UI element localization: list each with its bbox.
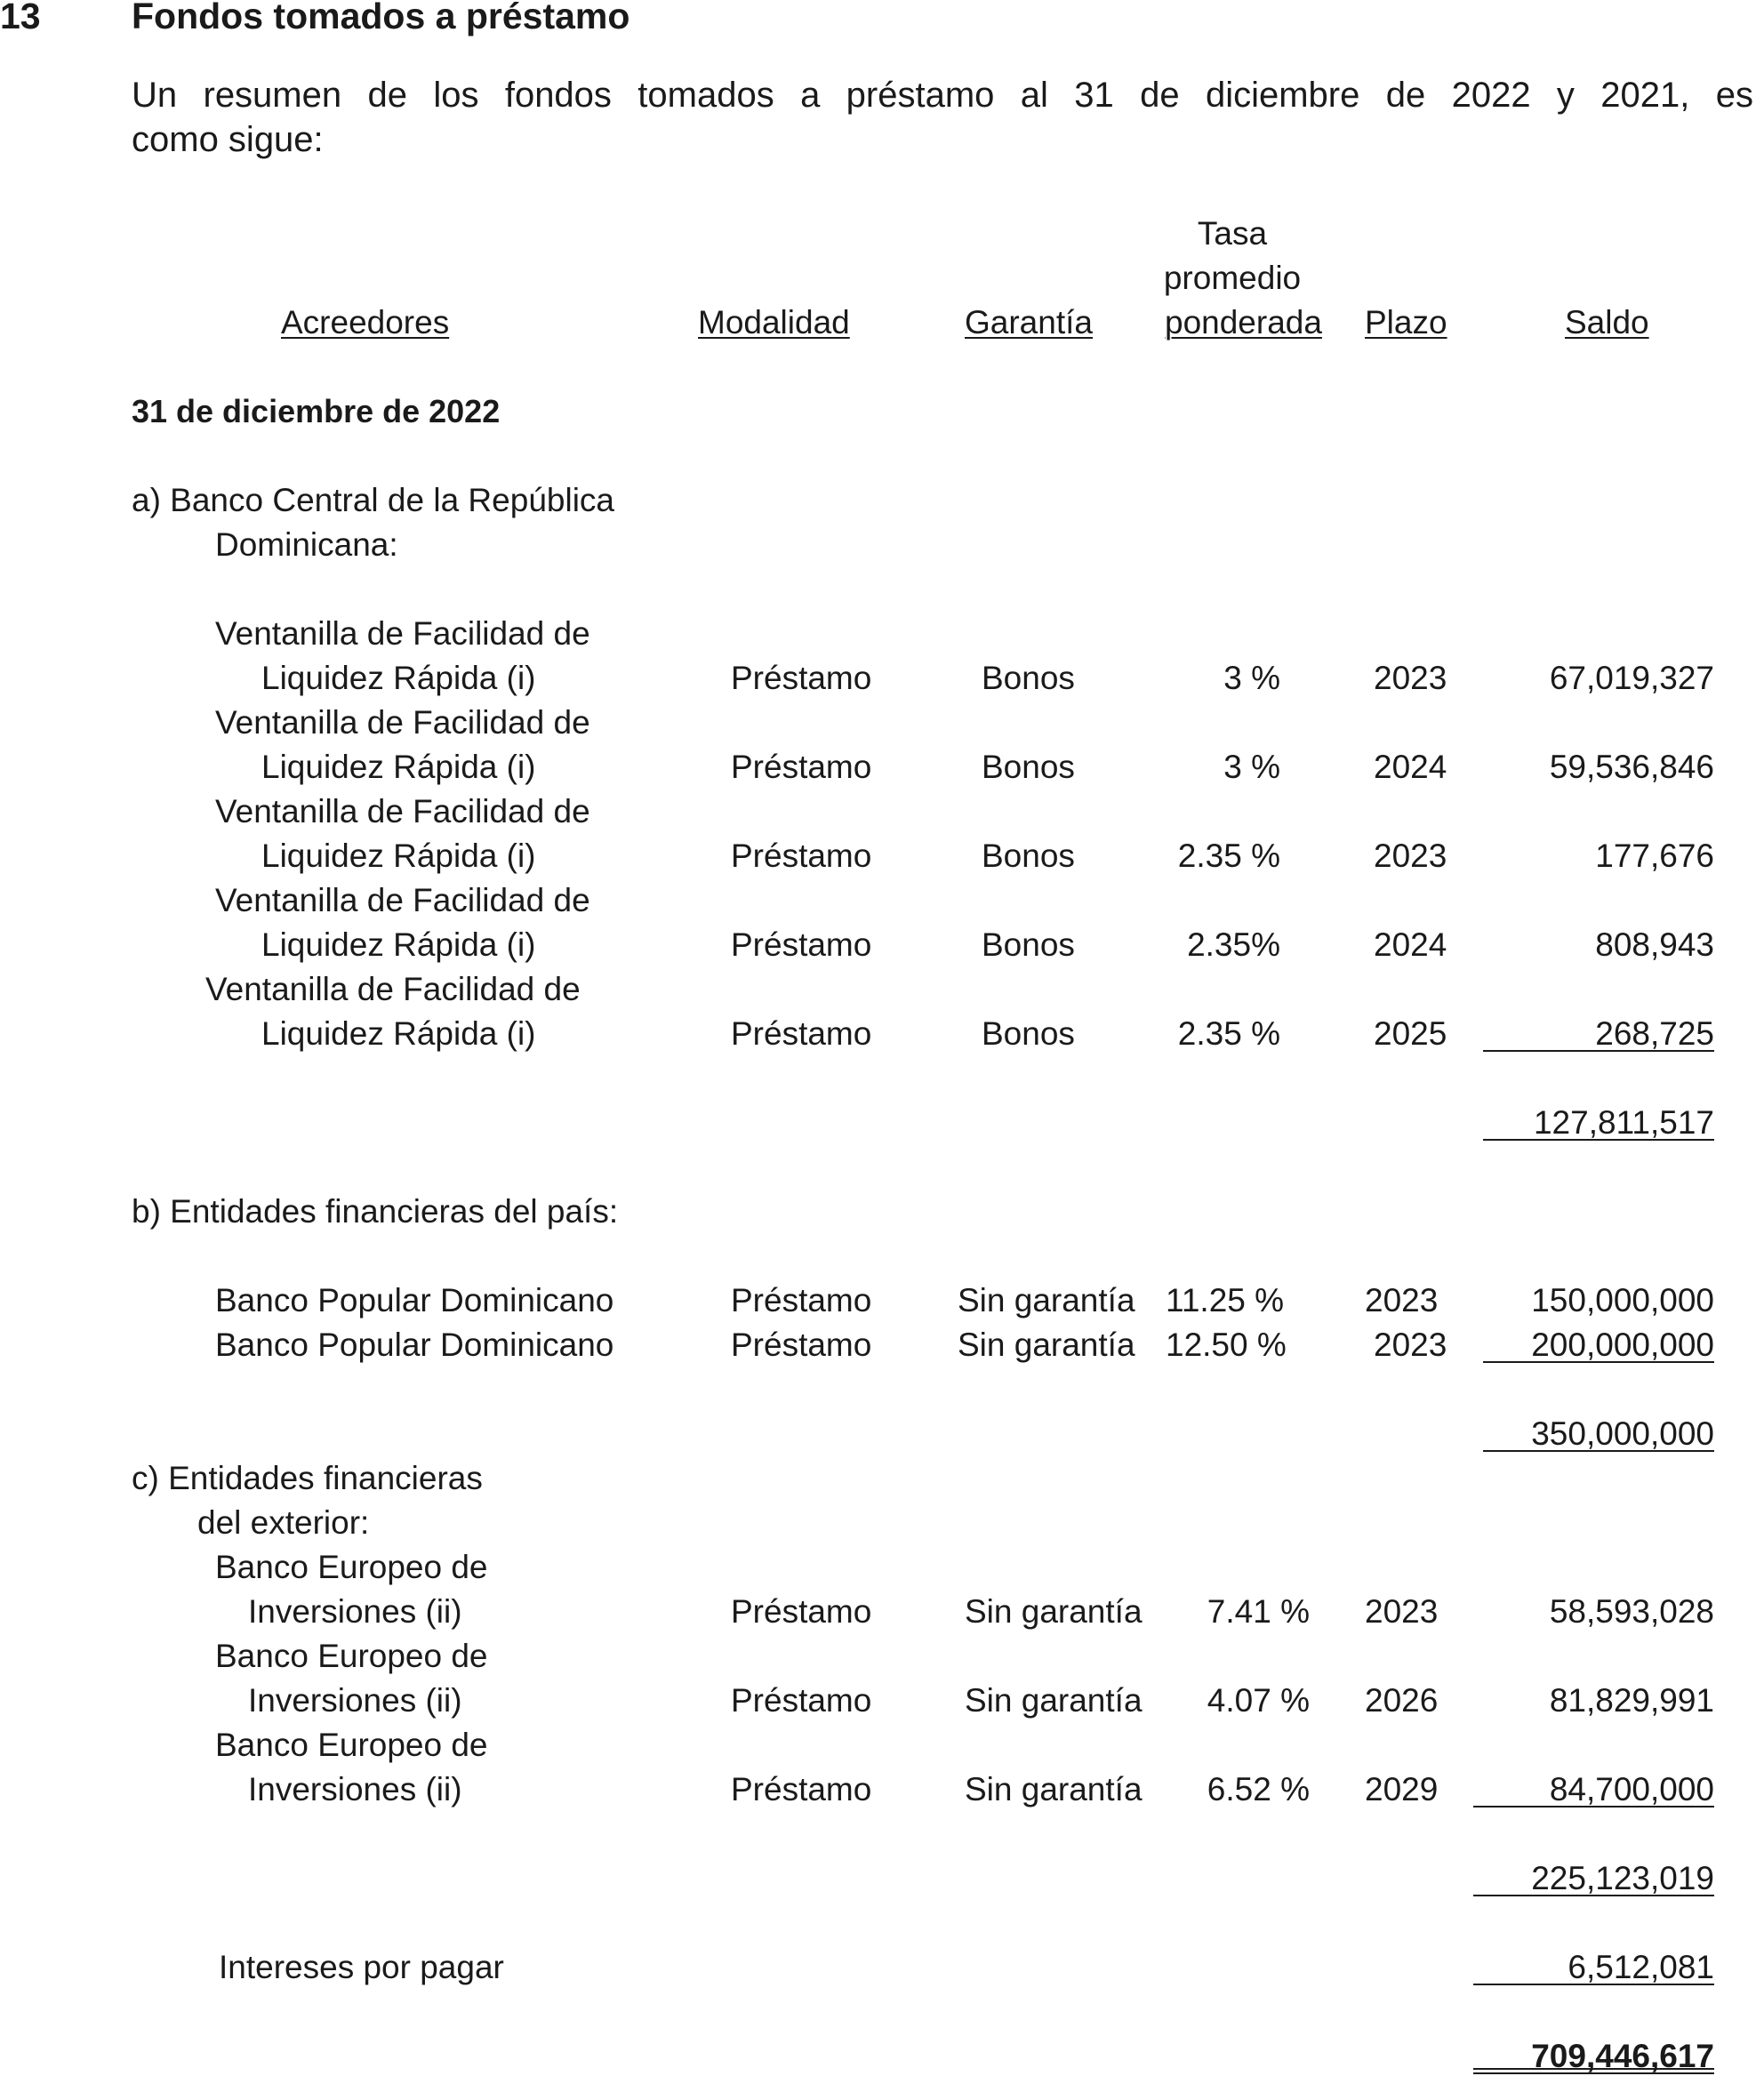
tasa-cell: 2.35 % — [1177, 838, 1280, 874]
group-c-label-line-1: c) Entidades financieras — [132, 1460, 483, 1496]
modalidad-cell: Préstamo — [731, 749, 872, 785]
modalidad-cell: Préstamo — [731, 1282, 872, 1319]
modalidad-cell: Préstamo — [731, 1327, 872, 1363]
creditor-name: Banco Popular Dominicano — [215, 1282, 614, 1319]
saldo-cell: 268,725 — [1595, 1015, 1714, 1052]
saldo-cell: 200,000,000 — [1531, 1327, 1714, 1363]
underline-divider — [1473, 1895, 1714, 1896]
creditor-name-line-2: Inversiones (ii) — [248, 1682, 462, 1719]
plazo-cell: 2024 — [1374, 749, 1447, 785]
modalidad-cell: Préstamo — [731, 926, 872, 963]
creditor-name-line-2: Liquidez Rápida (i) — [261, 1015, 536, 1052]
saldo-cell: 177,676 — [1595, 838, 1714, 874]
grand-total: 709,446,617 — [1531, 2038, 1714, 2074]
creditor-name-line-2: Liquidez Rápida (i) — [261, 926, 536, 963]
underline-divider — [1483, 1139, 1714, 1141]
subtotal-a: 127,811,517 — [1533, 1104, 1714, 1141]
double-underline-top — [1473, 2068, 1714, 2070]
plazo-cell: 2025 — [1374, 1015, 1447, 1052]
period-label: 31 de diciembre de 2022 — [132, 393, 501, 429]
creditor-name-line-1: Banco Europeo de — [215, 1727, 488, 1763]
subtotal-c: 225,123,019 — [1531, 1860, 1714, 1896]
modalidad-cell: Préstamo — [731, 838, 872, 874]
saldo-cell: 150,000,000 — [1531, 1282, 1714, 1319]
saldo-cell: 808,943 — [1595, 926, 1714, 963]
plazo-cell: 2023 — [1374, 838, 1447, 874]
underline-divider — [1483, 1361, 1714, 1363]
header-plazo: Plazo — [1365, 304, 1447, 341]
creditor-name-line-2: Liquidez Rápida (i) — [261, 838, 536, 874]
plazo-cell: 2024 — [1374, 926, 1447, 963]
creditor-name-line-1: Ventanilla de Facilidad de — [215, 882, 590, 918]
underline-divider — [1473, 1806, 1714, 1807]
intereses-value: 6,512,081 — [1568, 1949, 1714, 1985]
header-tasa-line-1: Tasa — [1197, 215, 1268, 252]
header-saldo: Saldo — [1565, 304, 1649, 341]
plazo-cell: 2023 — [1365, 1593, 1439, 1630]
garantia-cell: Sin garantía — [965, 1593, 1143, 1630]
plazo-cell: 2023 — [1374, 1327, 1447, 1363]
creditor-name-line-1: Ventanilla de Facilidad de — [215, 615, 590, 652]
modalidad-cell: Préstamo — [731, 1593, 872, 1630]
garantia-cell: Bonos — [982, 1015, 1075, 1052]
group-a-label-line-2: Dominicana: — [215, 526, 398, 563]
creditor-name-line-1: Banco Europeo de — [215, 1549, 488, 1585]
garantia-cell: Sin garantía — [965, 1682, 1143, 1719]
tasa-cell: 3 % — [1223, 749, 1280, 785]
creditor-name-line-2: Inversiones (ii) — [248, 1771, 462, 1807]
garantia-cell: Sin garantía — [958, 1327, 1135, 1363]
underline-divider — [1483, 1050, 1714, 1052]
subtotal-b: 350,000,000 — [1531, 1415, 1714, 1452]
tasa-cell: 7.41 % — [1207, 1593, 1310, 1630]
creditor-name-line-1: Banco Europeo de — [215, 1638, 488, 1674]
intro-line-1: Un resumen de los fondos tomados a préstamo al 31 de diciembre de 2022 y 2021, es — [132, 76, 1753, 115]
saldo-cell: 67,019,327 — [1549, 660, 1714, 696]
tasa-cell: 4.07 % — [1207, 1682, 1310, 1719]
underline-divider — [1483, 1450, 1714, 1452]
plazo-cell: 2026 — [1365, 1682, 1439, 1719]
intro-line-2: como sigue: — [132, 120, 324, 159]
header-tasa-line-2: promedio — [1163, 260, 1302, 296]
creditor-name: Banco Popular Dominicano — [215, 1327, 614, 1363]
double-underline-bottom — [1473, 2072, 1714, 2074]
tasa-cell: 2.35 % — [1177, 1015, 1280, 1052]
creditor-name-line-2: Liquidez Rápida (i) — [261, 749, 536, 785]
tasa-cell: 11.25 % — [1166, 1282, 1285, 1319]
creditor-name-line-1: Ventanilla de Facilidad de — [205, 971, 581, 1007]
garantia-cell: Bonos — [982, 749, 1075, 785]
header-tasa-line-3: ponderada — [1165, 304, 1322, 341]
creditor-name-line-2: Inversiones (ii) — [248, 1593, 462, 1630]
modalidad-cell: Préstamo — [731, 660, 872, 696]
saldo-cell: 59,536,846 — [1549, 749, 1714, 785]
tasa-cell: 2.35% — [1187, 926, 1280, 963]
saldo-cell: 81,829,991 — [1549, 1682, 1714, 1719]
modalidad-cell: Préstamo — [731, 1682, 872, 1719]
section-number: 13 — [0, 0, 41, 36]
underline-divider — [1473, 1984, 1714, 1985]
group-a-label-line-1: a) Banco Central de la República — [132, 482, 614, 518]
plazo-cell: 2029 — [1365, 1771, 1439, 1807]
garantia-cell: Bonos — [982, 838, 1075, 874]
section-title: Fondos tomados a préstamo — [132, 0, 630, 36]
group-b-label: b) Entidades financieras del país: — [132, 1193, 619, 1230]
tasa-cell: 6.52 % — [1207, 1771, 1310, 1807]
modalidad-cell: Préstamo — [731, 1771, 872, 1807]
saldo-cell: 58,593,028 — [1549, 1593, 1714, 1630]
header-acreedores: Acreedores — [281, 304, 450, 341]
group-c-label-line-2: del exterior: — [197, 1504, 370, 1541]
garantia-cell: Bonos — [982, 660, 1075, 696]
intereses-label: Intereses por pagar — [219, 1949, 504, 1985]
creditor-name-line-2: Liquidez Rápida (i) — [261, 660, 536, 696]
header-garantia: Garantía — [965, 304, 1093, 341]
saldo-cell: 84,700,000 — [1549, 1771, 1714, 1807]
garantia-cell: Sin garantía — [958, 1282, 1135, 1319]
plazo-cell: 2023 — [1374, 660, 1447, 696]
creditor-name-line-1: Ventanilla de Facilidad de — [215, 704, 590, 741]
tasa-cell: 12.50 % — [1166, 1327, 1287, 1363]
header-modalidad: Modalidad — [698, 304, 850, 341]
plazo-cell: 2023 — [1365, 1282, 1439, 1319]
garantia-cell: Bonos — [982, 926, 1075, 963]
garantia-cell: Sin garantía — [965, 1771, 1143, 1807]
tasa-cell: 3 % — [1223, 660, 1280, 696]
creditor-name-line-1: Ventanilla de Facilidad de — [215, 793, 590, 830]
modalidad-cell: Préstamo — [731, 1015, 872, 1052]
